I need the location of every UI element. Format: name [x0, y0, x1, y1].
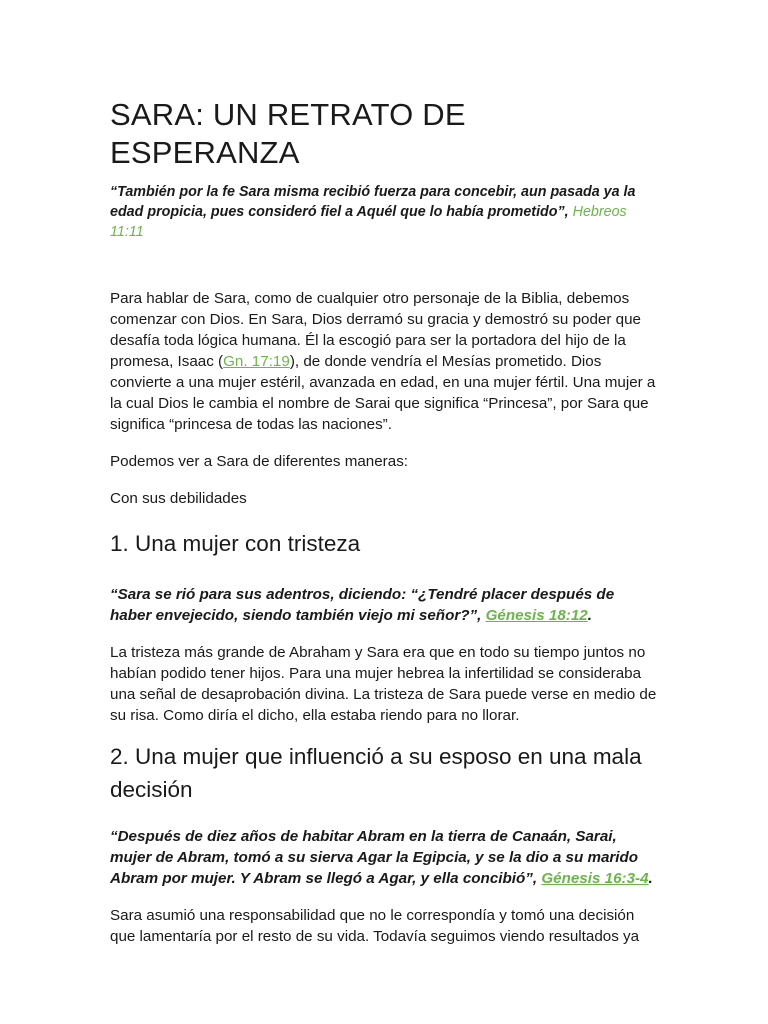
section-2-heading: 2. Una mujer que influenció a su esposo en una mala decisión	[110, 744, 642, 802]
section-1-heading: 1. Una mujer con tristeza	[110, 531, 361, 556]
section-1-quote	[110, 584, 658, 626]
section-2-quote-end: .	[648, 870, 653, 887]
section-2-quote-text: “Después de diez años de habitar Abram en la tierra de Canaán, Sarai, mujer de Abram, tomó a su sierva Agar la Egipcia, y se la dio a su marido Abram por mujer. Y Abram se llegó a Agar, y ella concibió”,	[110, 828, 639, 887]
epigraph-text: “También por la fe Sara misma recibió fuerza para concebir, aun pasada ya la edad propicia, pues consideró fiel a Aquél que lo había prometido”	[110, 184, 636, 220]
section-2-quote	[110, 826, 658, 889]
intro-text-before: Para hablar de Sara, como de cualquier otro personaje de la Biblia, debemos comenzar con Dios. En Sara, Dios derramó su gracia y demostró su poder que desafía toda lógica humana. Él la escogió para ser la portadora del hijo de la promesa, Isaac (	[110, 290, 641, 370]
document-title: SARA: UN RETRATO DE ESPERANZA	[110, 97, 466, 170]
epigraph-reference: Hebreos 11:11	[110, 204, 627, 240]
section-1-body: La tristeza más grande de Abraham y Sara era que en todo su tiempo juntos no habían podido tener hijos. Para una mujer hebrea la infertilidad se consideraba una señal de desaprobación divina. La tristeza de Sara puede verse en medio de su risa. Como diría el dicho, ella estaba riendo para no llorar.	[110, 644, 657, 724]
intro-paragraph	[110, 288, 658, 435]
epigraph-separator: ,	[564, 204, 573, 220]
genesis-17-19-link[interactable]: Gn. 17:19	[223, 353, 290, 370]
intro-text-after: ), de donde vendría el Mesías prometido. Dios convierte a una mujer estéril, avanzada en edad, en una mujer fértil. Una mujer a la cual Dios le cambia el nombre de Sarai que significa “Princesa”, por Sara que significa “princesa de todas las naciones”.	[110, 353, 656, 433]
section-2-body: Sara asumió una responsabilidad que no le correspondía y tomó una decisión que lamentaría por el resto de su vida. Todavía seguimos viendo resultados ya	[110, 907, 640, 945]
genesis-18-12-link[interactable]: Génesis 18:12	[485, 607, 588, 624]
genesis-16-3-4-link[interactable]: Génesis 16:3-4	[541, 870, 649, 887]
section-1-quote-end: .	[587, 607, 592, 624]
document-page	[110, 96, 658, 947]
epigraph	[110, 182, 658, 242]
section-1-quote-text: “Sara se rió para sus adentros, diciendo: “¿Tendré placer después de haber envejecido, siendo también viejo mi señor?”,	[110, 586, 615, 624]
ways-paragraph: Podemos ver a Sara de diferentes maneras:	[110, 453, 409, 470]
weaknesses-label: Con sus debilidades	[110, 490, 247, 507]
